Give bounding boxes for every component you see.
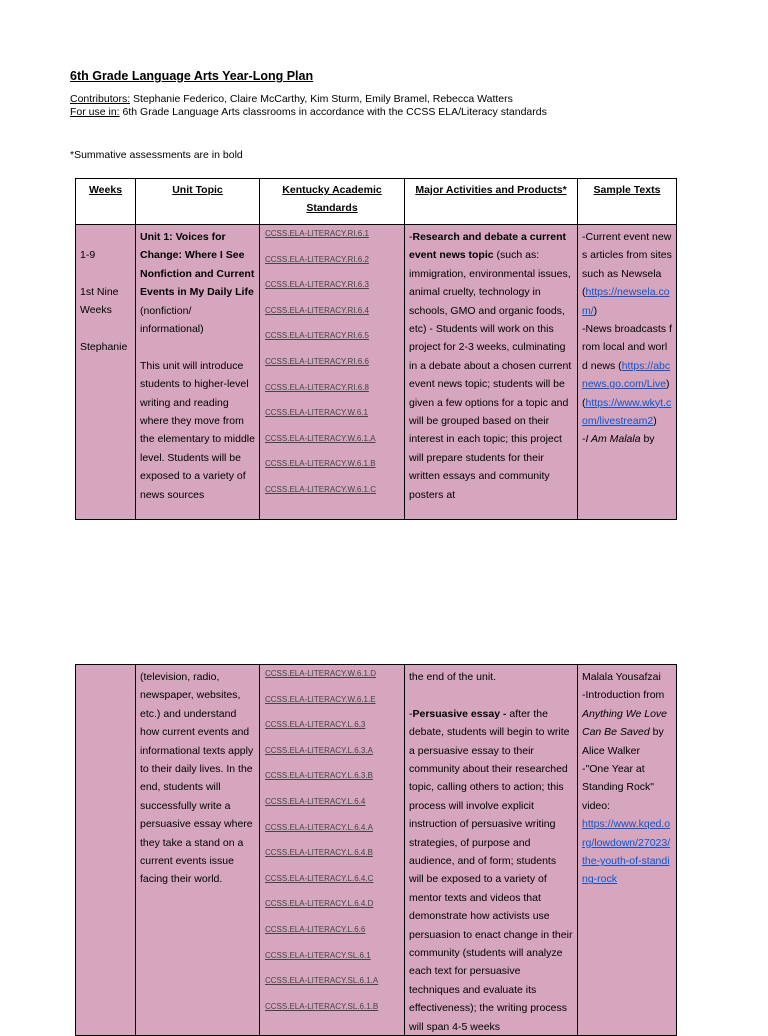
standard-link[interactable]: CCSS.ELA-LITERACY.RI.6.4 [265,305,369,315]
teacher-name: Stephanie [80,341,128,353]
header-activities: Major Activities and Products* [405,179,578,225]
summative-note: *Summative assessments are in bold [70,149,243,161]
sample-text: -News broadcasts from local and world news ( [582,323,672,372]
unit-subtitle: (nonfiction/ informational) [140,304,204,336]
standards-cell [260,665,405,1036]
newsela-link[interactable]: https://newsela.com/ [582,286,670,317]
wkyt-link[interactable]: https://www.wkyt.com/livestream2 [582,396,672,428]
activities-cell [405,665,578,1036]
activity-dash: - [409,231,413,243]
contributors-names: Stephanie Federico, Claire McCarthy, Kim Sturm, Emily Bramel, Rebecca Watters [130,93,513,105]
use-text: 6th Grade Language Arts classrooms in accordance with the CCSS ELA/Literacy standards [119,106,547,118]
plan-table-page-2 [75,664,677,1036]
book-title: I Am Malala [585,433,641,446]
standards-list [260,665,404,1035]
unit-description: (television, radio, newspaper, websites, etc.) and understand how current events and informational texts apply to their daily lives. In the end, students will successfully write a persuasive essay where they take a stand on a current events issue facing their world. [140,671,254,886]
standard-link[interactable]: CCSS.ELA-LITERACY.SL.6.1.B [265,1001,379,1011]
sample-text: ) ( [582,378,670,409]
standards-cell [260,225,405,520]
activities-cell [405,225,578,520]
table-row [76,225,677,520]
table-row [76,665,677,1036]
standard-link[interactable]: CCSS.ELA-LITERACY.L.6.6 [265,924,366,934]
sample-text: by Alice Walker [582,726,664,757]
standard-link[interactable]: CCSS.ELA-LITERACY.RI.6.3 [265,280,369,290]
unit-topic-cell [136,665,260,1036]
standard-link[interactable]: CCSS.ELA-LITERACY.RI.6.6 [265,356,369,366]
nine-weeks-label: 1st Nine Weeks [80,285,119,317]
activity-item [409,705,573,1035]
standard-link[interactable]: CCSS.ELA-LITERACY.W.6.1.B [265,459,376,469]
standard-link[interactable]: CCSS.ELA-LITERACY.W.6.1.C [265,484,376,494]
activity-dash: - [409,707,413,720]
sample-text: - [582,433,586,446]
activity-title: Research and debate a current event news topic [409,231,566,262]
standards-list [260,225,404,519]
sample-text: ) [653,415,657,428]
sample-text: Malala Yousafzai [582,671,661,683]
standard-link[interactable]: CCSS.ELA-LITERACY.W.6.1 [265,408,368,418]
use-line [70,106,547,118]
sample-text: -Introduction from [582,689,665,702]
activity-description: after the debate, students will begin to write a persuasive essay to their community about their researched topic, calling others to action; this process will involve explicit instruction of persuasive writing strategies, of purpose and audience, and of form; students will be exposed to a variety of mentor texts and videos that demonstrate how activists use persuasion to enact change in their community (students will analyze each text for persuasive techniques and evaluate its effectiveness); the writing process will span 4-5 weeks [409,707,573,1033]
unit-heading [140,228,255,338]
standard-link[interactable]: CCSS.ELA-LITERACY.L.6.3 [265,720,366,730]
unit-topic-cell [136,225,260,520]
standard-link[interactable]: CCSS.ELA-LITERACY.RI.6.5 [265,331,369,341]
sample-text: -"One Year at Standing Rock" video: [582,763,655,812]
weeks-cell [76,225,136,520]
standard-link[interactable]: CCSS.ELA-LITERACY.RI.6.1 [265,229,369,238]
unit-title: Unit 1: Voices for Change: Where I See Nonfiction and Current Events in My Daily Life [140,231,255,299]
kqed-link[interactable]: https://www.kqed.org/lowdown/27023/the-youth-of-standing-rock [582,818,671,886]
header-sample-texts: Sample Texts [578,179,677,225]
contributors-line [70,93,513,105]
sample-texts-cell [578,225,677,520]
standard-link[interactable]: CCSS.ELA-LITERACY.L.6.4.C [265,873,374,883]
standard-link[interactable]: CCSS.ELA-LITERACY.L.6.3.A [265,745,373,755]
document-title: 6th Grade Language Arts Year-Long Plan [70,69,314,83]
weeks-cell [76,665,136,1036]
standard-link[interactable]: CCSS.ELA-LITERACY.SL.6.1.A [265,976,379,986]
weeks-range: 1-9 [80,249,96,261]
sample-text: by [640,433,655,446]
sample-texts-cell [578,665,677,1036]
standard-link[interactable]: CCSS.ELA-LITERACY.L.6.4.B [265,848,373,858]
table-header-row [76,179,677,225]
standard-link[interactable]: CCSS.ELA-LITERACY.W.6.1.E [265,694,376,704]
contributors-label: Contributors: [70,93,131,105]
header-unit-topic: Unit Topic [136,179,260,225]
standard-link[interactable]: CCSS.ELA-LITERACY.L.6.4.A [265,822,373,832]
abcnews-link[interactable]: https://abcnews.go.com/Live [582,359,671,391]
sample-text: ) [593,304,598,317]
book-title: Anything We Love Can Be Saved [582,707,668,739]
standard-link[interactable]: CCSS.ELA-LITERACY.L.6.4.D [265,899,374,909]
standard-link[interactable]: CCSS.ELA-LITERACY.W.6.1.D [265,669,376,678]
header-weeks: Weeks [76,179,136,225]
use-label: For use in: [70,106,120,118]
sample-text: -Current event news articles from sites such as Newsela ( [582,231,672,299]
sample-text-item [582,686,672,760]
activity-description: (such as: immigration, environmental issues, animal cruelty, technology in schools, GMO and organic foods, etc) - Students will work on this project for 2-3 weeks, culminating in a debate about a chosen current event news topic; students will be given a few options for a topic and will be grouped based on their interest in each topic; this project will prepare students for their written essays and community posters at [409,249,572,501]
activity-title: Persuasive essay - [412,707,507,720]
standard-link[interactable]: CCSS.ELA-LITERACY.RI.6.2 [265,254,369,264]
plan-table-page-1 [75,178,677,520]
standard-link[interactable]: CCSS.ELA-LITERACY.L.6.3.B [265,771,373,781]
standard-link[interactable]: CCSS.ELA-LITERACY.W.6.1.A [265,433,376,443]
standard-link[interactable]: CCSS.ELA-LITERACY.SL.6.1 [265,950,371,960]
activity-continuation: the end of the unit. [409,671,496,683]
standard-link[interactable]: CCSS.ELA-LITERACY.RI.6.8 [265,382,369,392]
header-standards: Kentucky Academic Standards [260,179,405,225]
standard-link[interactable]: CCSS.ELA-LITERACY.L.6.4 [265,796,366,806]
unit-description: This unit will introduce students to higher-level writing and reading where they move from the elementary to middle level. Students will be exposed to a variety of news sources [140,359,255,501]
